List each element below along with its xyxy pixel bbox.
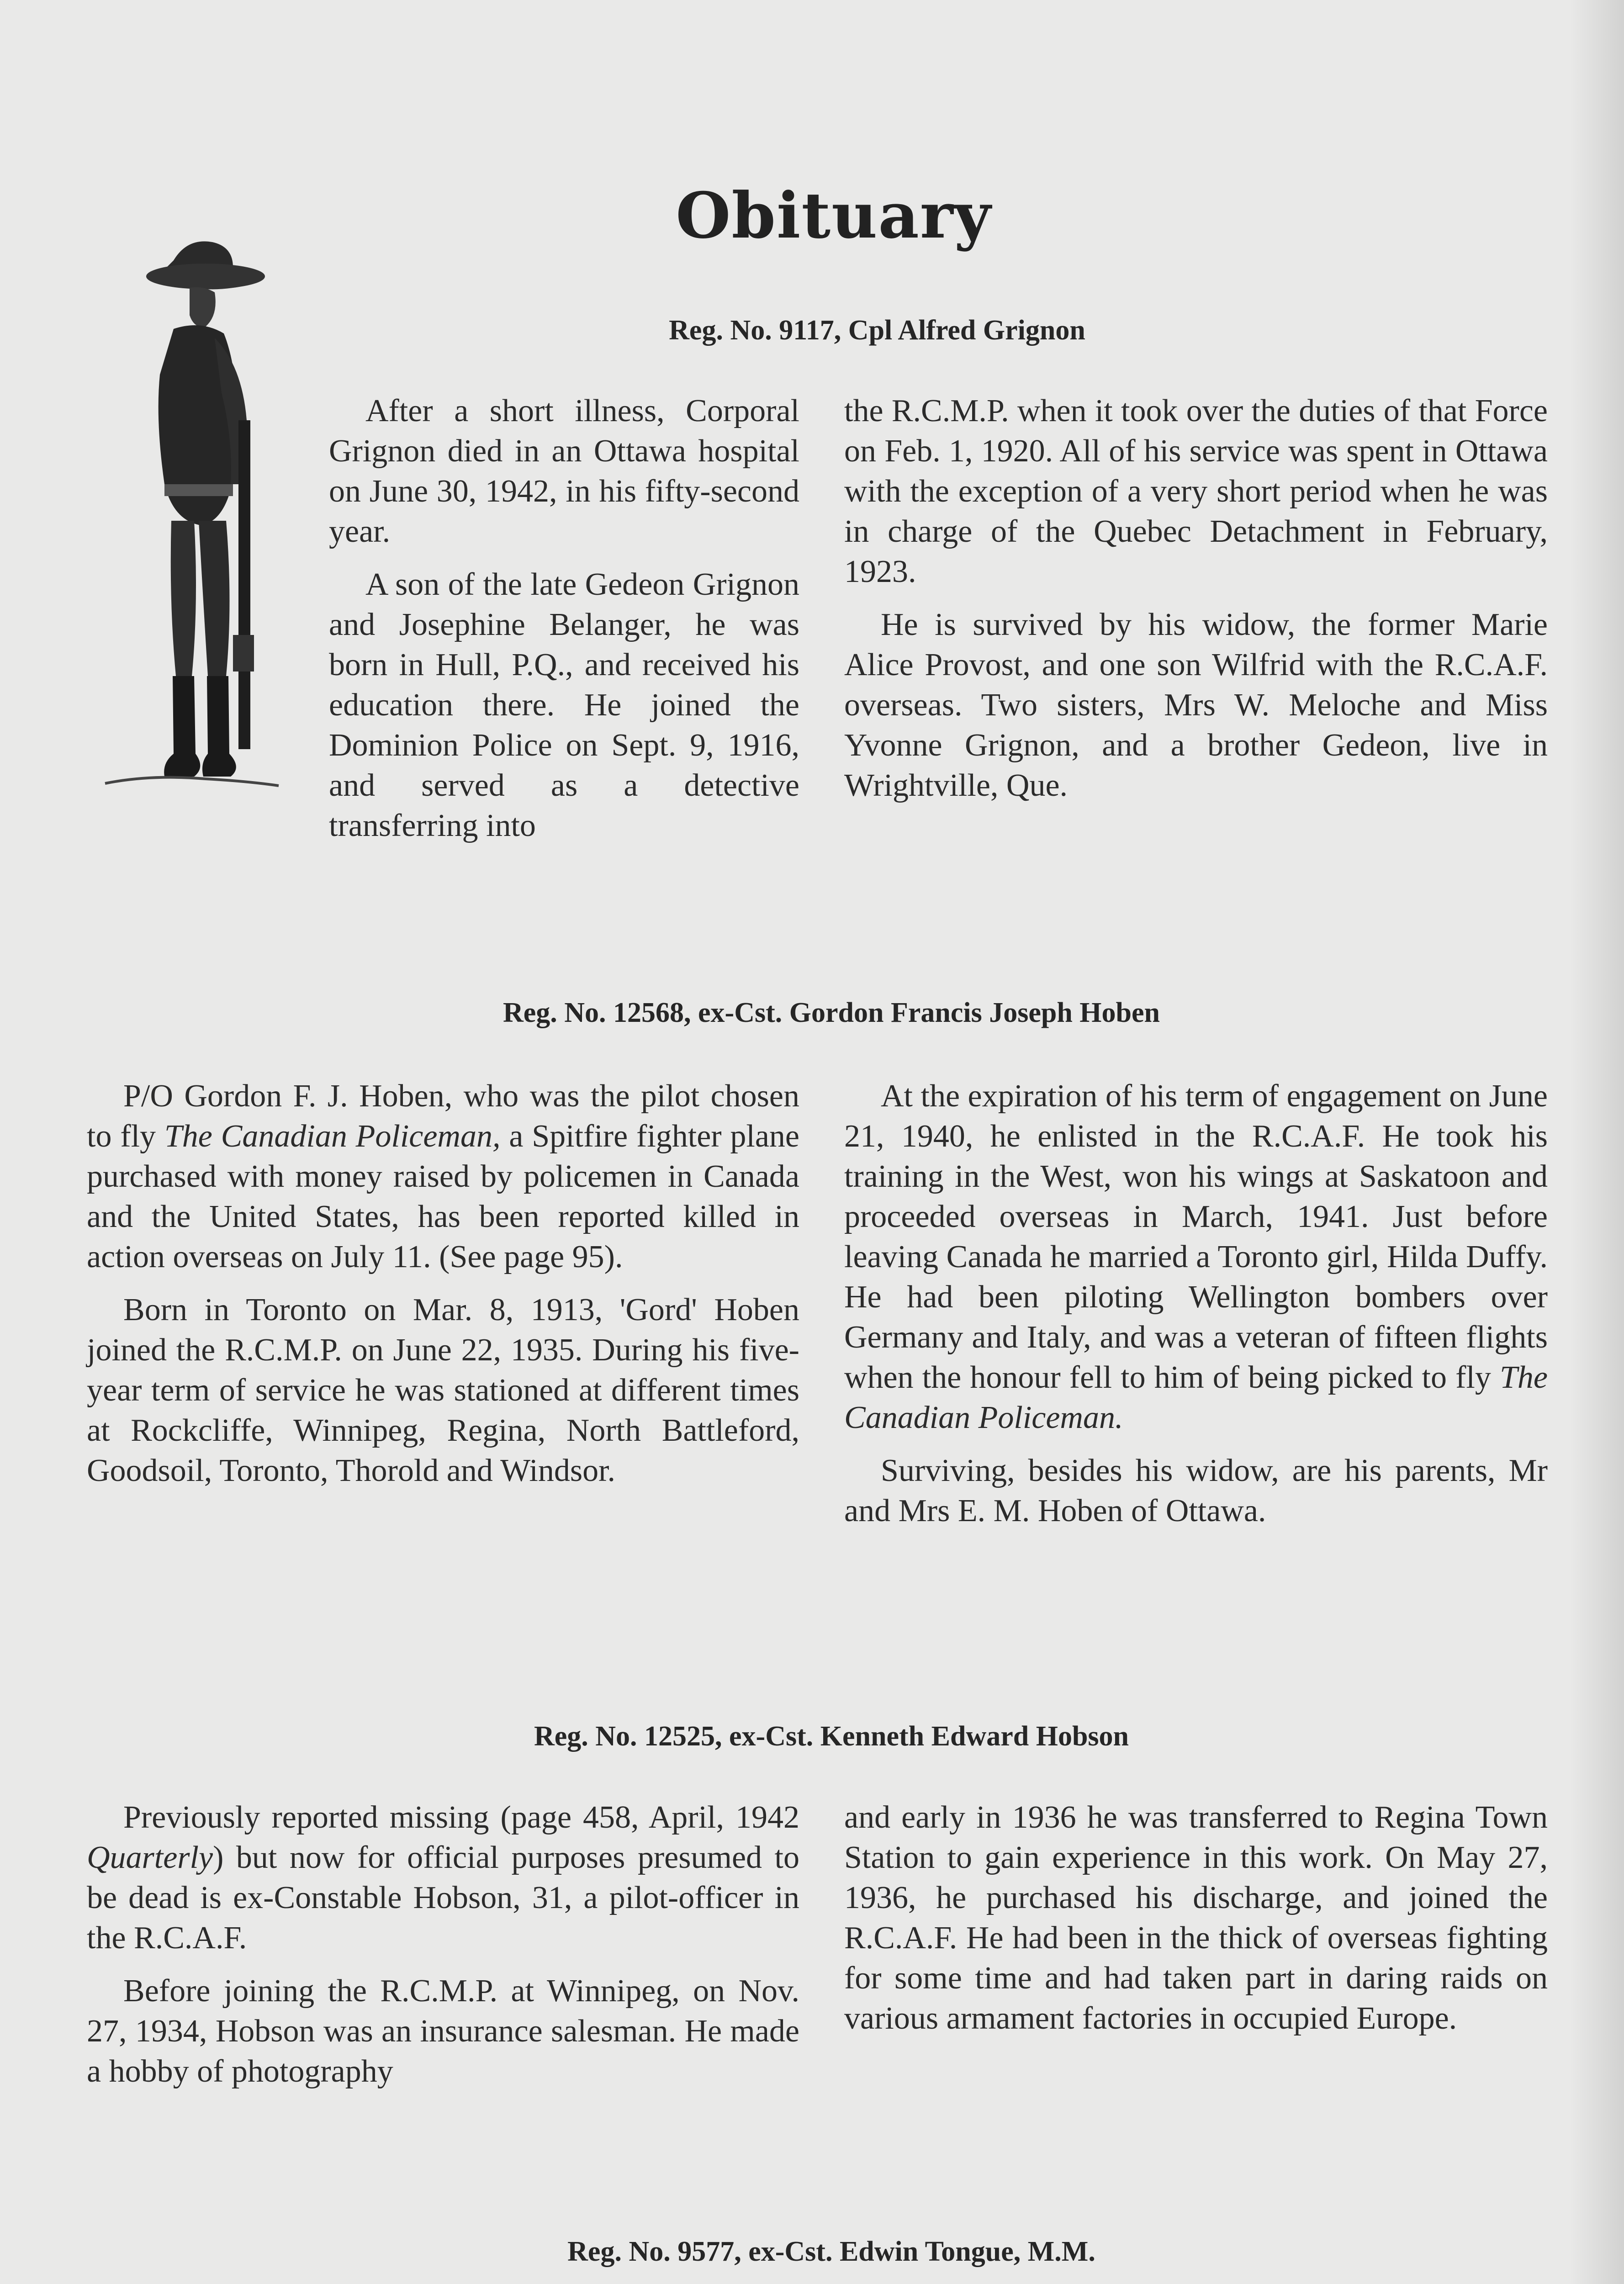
paragraph: [844, 1076, 1548, 1438]
paragraph: and early in 1936 he was transferred to Regina Town Station to gain experience in this work. On May 27, 1936, he purchased his discharge, and joined the R.C.A.F. He had been in the thick of overseas fighting for some time and had taken part in daring raids on various armament factories in occupied Europe.: [844, 1800, 1548, 2036]
page-title: Obituary: [676, 178, 992, 253]
obituary-column: [87, 1798, 799, 2104]
paragraph: He is survived by his widow, the former Marie Alice Provost, and one son Wilfrid with the R.C.A.F. overseas. Two sisters, Mrs W. Meloche and Miss Yvonne Grignon, and a brother Gedeon, live in Wrightville, Que.: [844, 607, 1548, 803]
obituary-heading: Reg. No. 9117, Cpl Alfred Grignon: [669, 315, 1085, 346]
paragraph: Before joining the R.C.M.P. at Winnipeg, on Nov. 27, 1934, Hobson was an insurance salesman. He made a hobby of photography: [87, 1973, 799, 2089]
paragraph: the R.C.M.P. when it took over the duties of that Force on Feb. 1, 1920. All of his service was spent in Ottawa with the exception of a very short period when he was in charge of the Quebec Detachment in February, 1923.: [844, 393, 1548, 589]
italic-title: The Canadian Policeman,: [164, 1119, 501, 1154]
paragraph: Surviving, besides his widow, are his parents, Mr and Mrs E. M. Hoben of Ottawa.: [844, 1453, 1548, 1528]
obituary-column: [844, 1076, 1548, 1544]
paragraph: A son of the late Gedeon Grignon and Josephine Belanger, he was born in Hull, P.Q., and received his education there. He joined the Dominion Police on Sept. 9, 1916, and served as a detective transferring into: [329, 567, 799, 843]
text-run: At the expiration of his term of engagement on June 21, 1940, he enlisted in the R.C.A.F. He took his training in the West, won his wings at Saskatoon and proceeded overseas in March, 1941. Just before leaving Canada he married a Toronto girl, Hilda Duffy. He had been piloting Wellington bombers over Germany and Italy, and was a veteran of fifteen flights when the honour fell to him of being picked to fly: [844, 1079, 1548, 1395]
paragraph: After a short illness, Corporal Grignon died in an Ottawa hospital on June 30, 1942, in his fifty-second year.: [329, 393, 799, 549]
obituary-heading: Reg. No. 12568, ex-Cst. Gordon Francis Joseph Hoben: [503, 997, 1160, 1028]
obituary-column: [844, 391, 1548, 819]
text-run: a Spitfire fighter plane purchased with money raised by policemen in Canada and the United States, has been reported killed in action overseas on July 11. (See page 95).: [87, 1119, 799, 1274]
italic-title: Quarterly: [87, 1840, 213, 1875]
obituary-column: [87, 1076, 799, 1504]
mountie-illustration-icon: [96, 228, 297, 813]
text-run: ) but now for official purposes presumed to be dead is ex-Constable Hobson, 31, a pilot-officer in the R.C.A.F.: [87, 1840, 799, 1956]
page-edge-shadow: [1569, 0, 1624, 2284]
obituary-column: [329, 391, 799, 859]
paragraph: Born in Toronto on Mar. 8, 1913, 'Gord' Hoben joined the R.C.M.P. on June 22, 1935. During his five-year term of service he was stationed at different times at Rockcliffe, Winnipeg, Regina, North Battleford, Goodsoil, Toronto, Thorold and Windsor.: [87, 1292, 799, 1488]
text-run: Previously reported missing (page 458, April, 1942: [123, 1800, 799, 1835]
obituary-heading: Reg. No. 9577, ex-Cst. Edwin Tongue, M.M.: [567, 2236, 1095, 2267]
obituary-heading: Reg. No. 12525, ex-Cst. Kenneth Edward Hobson: [534, 1721, 1129, 1752]
italic-title: The Canadian Policeman.: [844, 1360, 1548, 1435]
paragraph: [87, 1076, 799, 1277]
paragraph: [87, 1798, 799, 1958]
obituary-column: [844, 1798, 1548, 2051]
text-run: P/O Gordon F. J. Hoben, who was the pilot chosen to fly: [87, 1079, 799, 1154]
